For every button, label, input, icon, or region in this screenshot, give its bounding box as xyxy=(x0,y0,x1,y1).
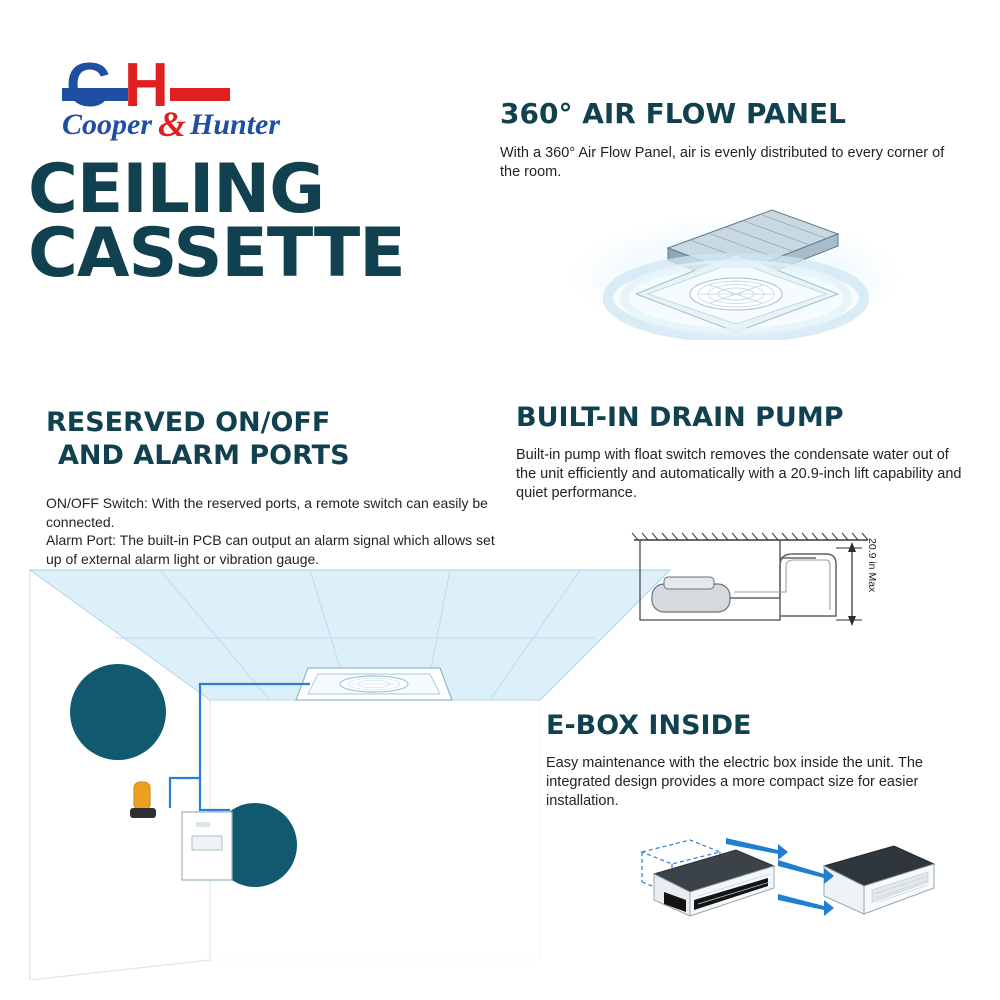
callout-circle-top xyxy=(70,664,166,760)
section-air-flow-panel-title: 360° AIR FLOW PANEL xyxy=(500,97,847,130)
cooper-hunter-logo xyxy=(62,51,281,145)
section-reserved-ports-title-line1: RESERVED ON/OFF xyxy=(46,407,331,438)
section-drain-pump xyxy=(516,402,986,503)
section-air-flow-panel-body: With a 360° Air Flow Panel, air is evenly distributed to every corner of the room. xyxy=(500,145,945,180)
section-reserved-ports xyxy=(46,406,516,568)
logo-word-hunter: Hunter xyxy=(190,108,281,141)
section-e-box-title: E-BOX INSIDE xyxy=(546,710,752,741)
page-title xyxy=(28,150,488,293)
section-air-flow-panel xyxy=(500,98,970,182)
logo-word-cooper: Cooper xyxy=(62,108,152,141)
section-reserved-ports-body-line2: Alarm Port: The built-in PCB can output an alarm signal which allows set up of external alarm light or vibration gauge. xyxy=(46,532,495,567)
page-title-line2: CASSETTE xyxy=(28,214,405,293)
section-reserved-ports-body-line1: ON/OFF Switch: With the reserved ports, a remote switch can easily be connected. xyxy=(46,495,488,530)
section-reserved-ports-title-line2: AND ALARM PORTS xyxy=(58,440,350,471)
logo-letter-c: C xyxy=(66,51,109,120)
logo-red-bar xyxy=(170,88,230,101)
logo-letter-h: H xyxy=(124,51,169,120)
section-e-box xyxy=(546,710,976,811)
drain-pump-dimension-label: 20.9 in Max xyxy=(866,538,878,593)
section-drain-pump-title: BUILT-IN DRAIN PUMP xyxy=(516,402,844,433)
e-box-illustration xyxy=(628,830,948,950)
drain-pump-illustration xyxy=(630,528,910,638)
air-flow-panel-illustration xyxy=(540,190,930,340)
page-title-line1: CEILING xyxy=(28,150,325,229)
logo-ampersand: & xyxy=(158,104,187,144)
section-drain-pump-body: Built-in pump with float switch removes the condensate water out of the unit efficiently and automatically with a 20.9-inch lift capability and quiet performance. xyxy=(516,447,962,501)
wall-switch xyxy=(182,812,232,880)
section-e-box-body: Easy maintenance with the electric box inside the unit. The integrated design provides a more compact size for easier installation. xyxy=(546,755,923,809)
